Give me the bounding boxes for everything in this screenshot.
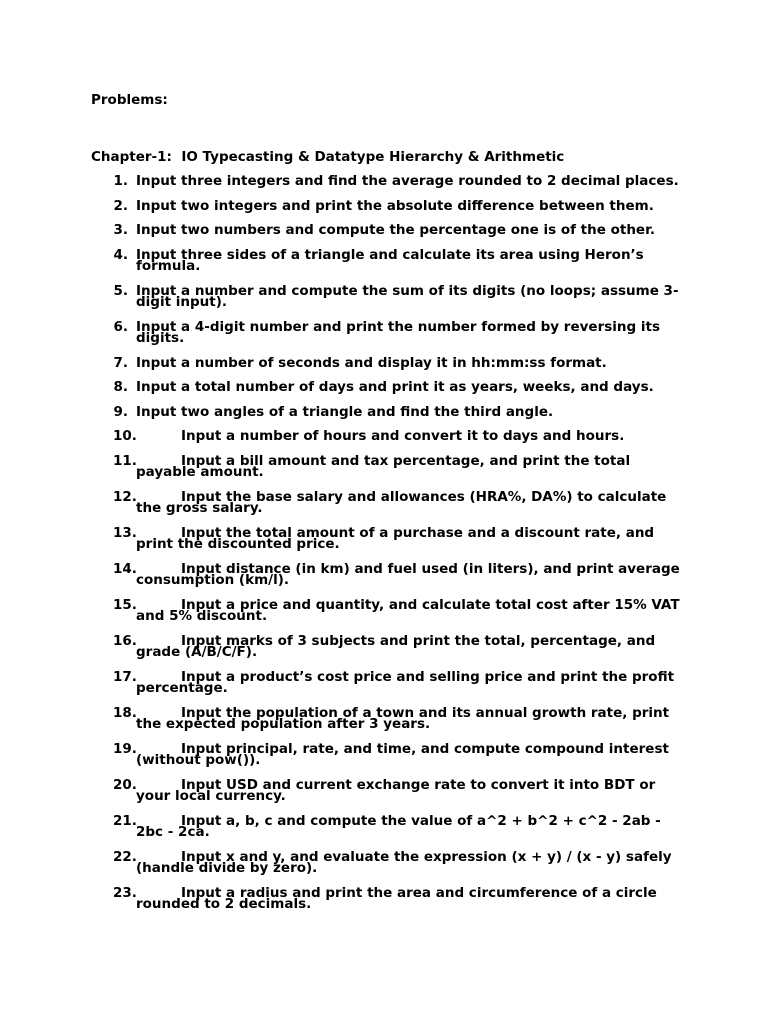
problem-number: 11. bbox=[113, 452, 137, 469]
problem-number: 9. bbox=[113, 403, 128, 420]
problem-text: Input two integers and print the absolute difference between them. bbox=[136, 197, 654, 214]
problem-number: 14. bbox=[113, 560, 137, 577]
problem-item bbox=[0, 670, 768, 695]
problem-number: 15. bbox=[113, 596, 137, 613]
problem-number: 20. bbox=[113, 776, 137, 793]
problem-item bbox=[0, 405, 768, 419]
problem-text: Input a price and quantity, and calculate total cost after 15% VAT and 5% discount. bbox=[136, 596, 680, 624]
problem-item bbox=[0, 284, 768, 309]
problem-number: 6. bbox=[113, 318, 128, 335]
problem-item bbox=[0, 380, 768, 394]
problem-item bbox=[0, 742, 768, 767]
problem-item bbox=[0, 454, 768, 479]
problem-item bbox=[0, 429, 768, 443]
problem-item bbox=[0, 598, 768, 623]
problem-text: Input two angles of a triangle and find the third angle. bbox=[136, 403, 554, 420]
problem-text: Input a, b, c and compute the value of a^2 + b^2 + c^2 - 2ab - 2bc - 2ca. bbox=[136, 812, 661, 840]
problem-number: 1. bbox=[113, 173, 128, 189]
problem-text: Input x and y, and evaluate the expression (x + y) / (x - y) safely (handle divide by zero). bbox=[136, 848, 672, 876]
problem-text: Input a bill amount and tax percentage, and print the total payable amount. bbox=[136, 452, 631, 480]
problem-number: 10. bbox=[113, 428, 137, 444]
problem-number: 22. bbox=[113, 848, 137, 865]
problem-item bbox=[0, 814, 768, 839]
problem-item bbox=[0, 634, 768, 659]
problem-number: 3. bbox=[113, 222, 128, 238]
page-heading: Problems: bbox=[91, 92, 168, 108]
problem-number: 8. bbox=[113, 379, 128, 395]
problem-item bbox=[0, 223, 768, 237]
problem-item bbox=[0, 850, 768, 875]
problem-number: 13. bbox=[113, 524, 137, 541]
problem-text: Input a product’s cost price and selling price and print the profit percentage. bbox=[136, 668, 675, 696]
problem-number: 2. bbox=[113, 197, 128, 214]
problem-text: Input a 4-digit number and print the number formed by reversing its digits. bbox=[136, 318, 660, 346]
problem-item bbox=[0, 886, 768, 911]
problem-item bbox=[0, 199, 768, 213]
problem-text: Input a number of hours and convert it to days and hours. bbox=[181, 428, 625, 444]
problem-text: Input the population of a town and its annual growth rate, print the expected population after 3 years. bbox=[136, 704, 670, 732]
problem-number: 12. bbox=[113, 488, 137, 505]
problem-number: 4. bbox=[113, 246, 128, 263]
problem-item bbox=[0, 490, 768, 515]
problem-list bbox=[0, 174, 768, 922]
problem-item bbox=[0, 706, 768, 731]
problem-text: Input a radius and print the area and circumference of a circle rounded to 2 decimals. bbox=[136, 884, 657, 912]
problem-text: Input distance (in km) and fuel used (in liters), and print average consumption (km/l). bbox=[136, 560, 680, 588]
problem-item bbox=[0, 526, 768, 551]
problem-text: Input the total amount of a purchase and a discount rate, and print the discounted price. bbox=[136, 524, 655, 552]
problem-item bbox=[0, 320, 768, 345]
chapter-title: Chapter-1: IO Typecasting & Datatype Hierarchy & Arithmetic bbox=[91, 149, 565, 165]
problem-item bbox=[0, 778, 768, 803]
problem-text: Input two numbers and compute the percentage one is of the other. bbox=[136, 222, 655, 238]
problem-number: 17. bbox=[113, 668, 137, 685]
problem-text: Input three sides of a triangle and calculate its area using Heron’s formula. bbox=[136, 246, 644, 274]
problem-text: Input a total number of days and print it as years, weeks, and days. bbox=[136, 379, 654, 395]
problem-text: Input three integers and find the average rounded to 2 decimal places. bbox=[136, 173, 679, 189]
problem-number: 21. bbox=[113, 812, 137, 829]
problem-item bbox=[0, 356, 768, 370]
problem-number: 16. bbox=[113, 632, 137, 649]
problem-text: Input the base salary and allowances (HRA%, DA%) to calculate the gross salary. bbox=[136, 488, 667, 516]
problem-text: Input a number and compute the sum of its digits (no loops; assume 3-digit input). bbox=[136, 282, 679, 310]
problem-text: Input a number of seconds and display it in hh:mm:ss format. bbox=[136, 354, 607, 371]
problem-item bbox=[0, 248, 768, 273]
problem-number: 7. bbox=[113, 354, 128, 371]
problem-number: 19. bbox=[113, 740, 137, 757]
problem-text: Input USD and current exchange rate to convert it into BDT or your local currency. bbox=[136, 776, 656, 804]
problem-text: Input principal, rate, and time, and compute compound interest (without pow()). bbox=[136, 740, 669, 768]
problem-item bbox=[0, 174, 768, 188]
problem-number: 18. bbox=[113, 704, 137, 721]
problem-number: 5. bbox=[113, 282, 128, 299]
problem-item bbox=[0, 562, 768, 587]
problem-text: Input marks of 3 subjects and print the total, percentage, and grade (A/B/C/F). bbox=[136, 632, 656, 660]
problem-number: 23. bbox=[113, 884, 137, 901]
